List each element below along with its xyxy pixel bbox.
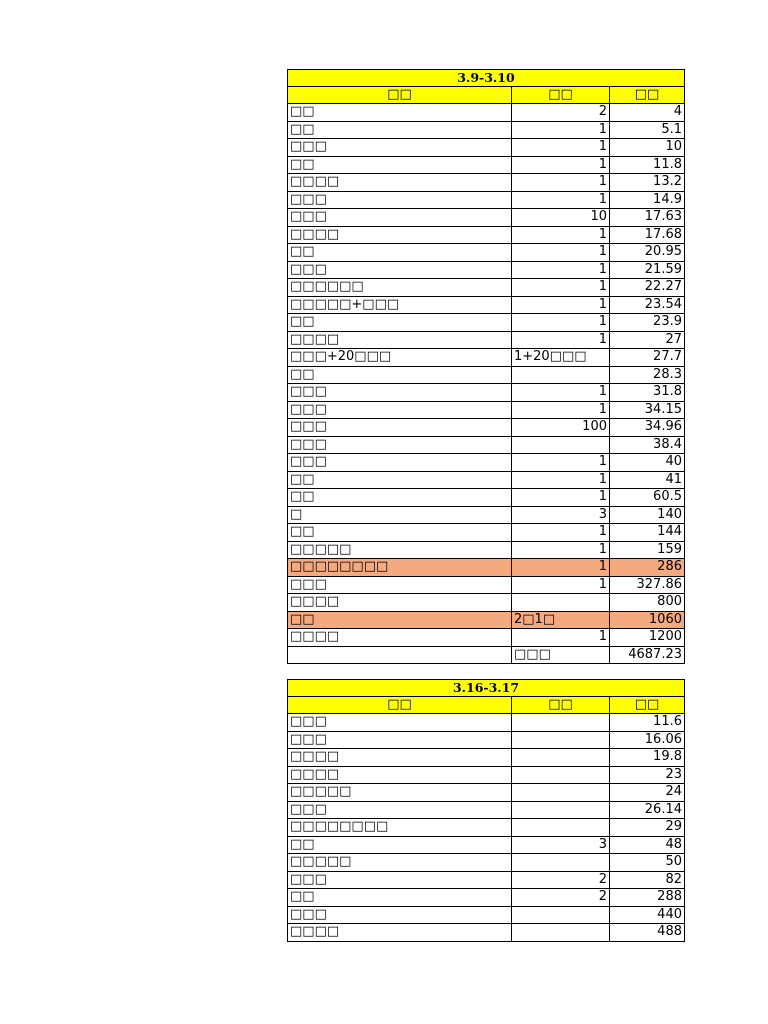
amount-cell: 28.3 xyxy=(609,367,685,385)
item-cell: □□□ xyxy=(287,732,511,750)
amount-cell: 34.15 xyxy=(609,402,685,420)
quantity-cell: 1 xyxy=(511,542,609,560)
item-cell: □□ xyxy=(287,524,511,542)
item-cell: □□□□ xyxy=(287,227,511,245)
quantity-cell: 1 xyxy=(511,314,609,332)
quantity-cell: 1 xyxy=(511,384,609,402)
quantity-cell: 1 xyxy=(511,524,609,542)
amount-cell: 140 xyxy=(609,507,685,525)
item-cell: □□□ xyxy=(287,384,511,402)
item-cell: □□ xyxy=(287,612,511,630)
item-cell: □□□□ xyxy=(287,767,511,785)
amount-cell: 11.8 xyxy=(609,157,685,175)
quantity-cell: 1 xyxy=(511,262,609,280)
quantity-cell: 1+20□□□ xyxy=(511,349,609,367)
table-row xyxy=(287,192,685,210)
amount-cell: 5.1 xyxy=(609,122,685,140)
table-row xyxy=(287,244,685,262)
column-header: □□ xyxy=(511,87,609,105)
quantity-cell: 100 xyxy=(511,419,609,437)
item-cell: □□ xyxy=(287,104,511,122)
quantity-cell xyxy=(511,924,609,942)
quantity-cell: 1 xyxy=(511,454,609,472)
quantity-cell: 2 xyxy=(511,872,609,890)
amount-cell: 31.8 xyxy=(609,384,685,402)
item-cell: □□□ xyxy=(287,577,511,595)
amount-cell: 40 xyxy=(609,454,685,472)
item-cell: □□□ xyxy=(287,139,511,157)
table-row xyxy=(287,454,685,472)
amount-cell: 24 xyxy=(609,784,685,802)
item-cell: □□ xyxy=(287,489,511,507)
column-header: □□ xyxy=(511,697,609,715)
table-row xyxy=(287,367,685,385)
quantity-cell: 1 xyxy=(511,559,609,577)
quantity-cell: 1 xyxy=(511,472,609,490)
table-title-row xyxy=(287,679,685,697)
item-cell: □□ xyxy=(287,122,511,140)
item-cell: □□□ xyxy=(287,907,511,925)
table-row xyxy=(287,384,685,402)
amount-cell: 41 xyxy=(609,472,685,490)
quantity-cell: 1 xyxy=(511,279,609,297)
item-cell: □□ xyxy=(287,314,511,332)
quantity-cell: 2 xyxy=(511,104,609,122)
quantity-cell xyxy=(511,819,609,837)
amount-cell: 21.59 xyxy=(609,262,685,280)
quantity-cell xyxy=(511,594,609,612)
item-cell: □□□ xyxy=(287,437,511,455)
quantity-cell: 1 xyxy=(511,629,609,647)
quantity-cell: 1 xyxy=(511,157,609,175)
table-row xyxy=(287,714,685,732)
table-row xyxy=(287,122,685,140)
item-cell: □□□□ xyxy=(287,174,511,192)
amount-cell: 27.7 xyxy=(609,349,685,367)
quantity-cell: 10 xyxy=(511,209,609,227)
table-row xyxy=(287,139,685,157)
table-row xyxy=(287,437,685,455)
item-cell: □□ xyxy=(287,157,511,175)
table-row xyxy=(287,314,685,332)
table-title: 3.16-3.17 xyxy=(287,679,685,697)
quantity-cell xyxy=(511,749,609,767)
item-cell: □□□□ xyxy=(287,629,511,647)
column-header: □□ xyxy=(609,697,685,715)
item-cell: □□□ xyxy=(287,419,511,437)
table-row xyxy=(287,577,685,595)
item-cell: □□□□ xyxy=(287,594,511,612)
table-row xyxy=(287,732,685,750)
item-cell: □□□ xyxy=(287,872,511,890)
table-row xyxy=(287,524,685,542)
table-row xyxy=(287,767,685,785)
amount-cell: 1200 xyxy=(609,629,685,647)
table-row xyxy=(287,489,685,507)
amount-cell: 440 xyxy=(609,907,685,925)
amount-cell: 288 xyxy=(609,889,685,907)
table-row xyxy=(287,749,685,767)
table-title-row xyxy=(287,69,685,87)
table-header-row xyxy=(287,87,685,105)
quantity-cell: 1 xyxy=(511,577,609,595)
amount-cell: 20.95 xyxy=(609,244,685,262)
item-cell: □□□+20□□□ xyxy=(287,349,511,367)
item-cell: □□ xyxy=(287,367,511,385)
amount-cell: 17.63 xyxy=(609,209,685,227)
table-row xyxy=(287,907,685,925)
table-row xyxy=(287,594,685,612)
amount-cell: 19.8 xyxy=(609,749,685,767)
table-row xyxy=(287,297,685,315)
item-cell: □□□□□ xyxy=(287,854,511,872)
quantity-cell xyxy=(511,784,609,802)
amount-cell: 29 xyxy=(609,819,685,837)
amount-cell: 26.14 xyxy=(609,802,685,820)
quantity-cell: 1 xyxy=(511,244,609,262)
quantity-cell: 1 xyxy=(511,402,609,420)
item-cell: □□□ xyxy=(287,454,511,472)
table-row xyxy=(287,647,685,665)
amount-cell: 4 xyxy=(609,104,685,122)
quantity-cell: 2 xyxy=(511,889,609,907)
quantity-cell: 1 xyxy=(511,192,609,210)
amount-cell: 488 xyxy=(609,924,685,942)
table-row xyxy=(287,402,685,420)
item-cell: □□ xyxy=(287,837,511,855)
amount-cell: 800 xyxy=(609,594,685,612)
amount-cell: 23.54 xyxy=(609,297,685,315)
item-cell: □□□ xyxy=(287,802,511,820)
quantity-cell xyxy=(511,367,609,385)
quantity-cell xyxy=(511,907,609,925)
column-header: □□ xyxy=(609,87,685,105)
quantity-cell: 3 xyxy=(511,837,609,855)
quantity-cell xyxy=(511,732,609,750)
table-row xyxy=(287,924,685,942)
quantity-cell: 2□1□ xyxy=(511,612,609,630)
item-cell xyxy=(287,647,511,665)
amount-cell: 327.86 xyxy=(609,577,685,595)
table-row xyxy=(287,889,685,907)
item-cell: □□□□□□ xyxy=(287,279,511,297)
amount-cell: 23 xyxy=(609,767,685,785)
column-header: □□ xyxy=(287,87,511,105)
quantity-cell: 1 xyxy=(511,332,609,350)
table-row xyxy=(287,872,685,890)
table-row-highlighted xyxy=(287,559,685,577)
quantity-cell: 1 xyxy=(511,174,609,192)
amount-cell: 14.9 xyxy=(609,192,685,210)
item-cell: □ xyxy=(287,507,511,525)
amount-cell: 38.4 xyxy=(609,437,685,455)
table-row xyxy=(287,157,685,175)
amount-cell: 11.6 xyxy=(609,714,685,732)
amount-cell: 82 xyxy=(609,872,685,890)
column-header: □□ xyxy=(287,697,511,715)
quantity-cell: 1 xyxy=(511,122,609,140)
table-row xyxy=(287,784,685,802)
amount-cell: 50 xyxy=(609,854,685,872)
table-row xyxy=(287,472,685,490)
quantity-cell xyxy=(511,854,609,872)
table-row-highlighted xyxy=(287,612,685,630)
expense-table-1 xyxy=(287,69,685,664)
item-cell: □□□□ xyxy=(287,332,511,350)
item-cell: □□ xyxy=(287,244,511,262)
table-row xyxy=(287,104,685,122)
amount-cell: 159 xyxy=(609,542,685,560)
table-row xyxy=(287,542,685,560)
table-row xyxy=(287,854,685,872)
table-row xyxy=(287,837,685,855)
table-row xyxy=(287,802,685,820)
item-cell: □□□ xyxy=(287,262,511,280)
item-cell: □□ xyxy=(287,889,511,907)
item-cell: □□□ xyxy=(287,402,511,420)
amount-cell: 1060 xyxy=(609,612,685,630)
quantity-cell xyxy=(511,802,609,820)
table-row xyxy=(287,629,685,647)
amount-cell: 27 xyxy=(609,332,685,350)
amount-cell: 60.5 xyxy=(609,489,685,507)
table-row xyxy=(287,819,685,837)
item-cell: □□□ xyxy=(287,714,511,732)
item-cell: □□□□□ xyxy=(287,784,511,802)
table-row xyxy=(287,507,685,525)
table-title: 3.9-3.10 xyxy=(287,69,685,87)
quantity-cell: 1 xyxy=(511,139,609,157)
table-row xyxy=(287,419,685,437)
amount-cell: 34.96 xyxy=(609,419,685,437)
table-header-row xyxy=(287,697,685,715)
amount-cell: 17.68 xyxy=(609,227,685,245)
item-cell: □□□ xyxy=(287,192,511,210)
quantity-cell xyxy=(511,437,609,455)
amount-cell: 10 xyxy=(609,139,685,157)
amount-cell: 22.27 xyxy=(609,279,685,297)
quantity-cell: 1 xyxy=(511,297,609,315)
item-cell: □□ xyxy=(287,472,511,490)
table-row xyxy=(287,227,685,245)
amount-cell: 23.9 xyxy=(609,314,685,332)
amount-cell: 4687.23 xyxy=(609,647,685,665)
item-cell: □□□□□+□□□ xyxy=(287,297,511,315)
amount-cell: 144 xyxy=(609,524,685,542)
quantity-cell xyxy=(511,767,609,785)
amount-cell: 286 xyxy=(609,559,685,577)
item-cell: □□□ xyxy=(287,209,511,227)
quantity-cell xyxy=(511,714,609,732)
table-row xyxy=(287,209,685,227)
amount-cell: 48 xyxy=(609,837,685,855)
table-row xyxy=(287,349,685,367)
table-row xyxy=(287,174,685,192)
quantity-cell: 1 xyxy=(511,489,609,507)
table-row xyxy=(287,279,685,297)
amount-cell: 13.2 xyxy=(609,174,685,192)
quantity-cell: 1 xyxy=(511,227,609,245)
item-cell: □□□□□ xyxy=(287,542,511,560)
item-cell: □□□□□□□□ xyxy=(287,559,511,577)
quantity-cell: □□□ xyxy=(511,647,609,665)
item-cell: □□□□ xyxy=(287,924,511,942)
quantity-cell: 3 xyxy=(511,507,609,525)
item-cell: □□□□□□□□ xyxy=(287,819,511,837)
item-cell: □□□□ xyxy=(287,749,511,767)
table-row xyxy=(287,332,685,350)
table-row xyxy=(287,262,685,280)
amount-cell: 16.06 xyxy=(609,732,685,750)
expense-table-2 xyxy=(287,679,685,942)
